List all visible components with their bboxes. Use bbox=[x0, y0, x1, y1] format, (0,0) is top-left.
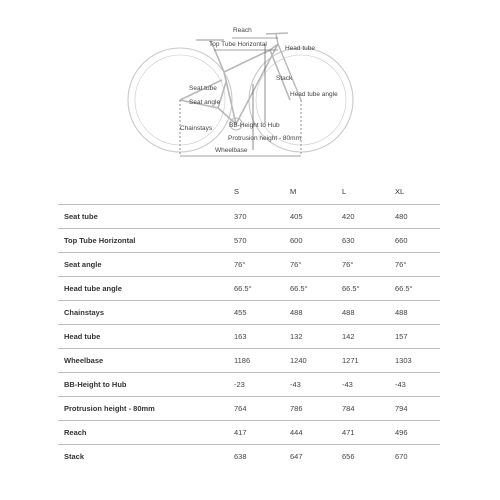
table-row bbox=[58, 372, 440, 397]
top-tube-horizontal-label: Top Tube Horizontal bbox=[209, 41, 267, 48]
chainstays-label: Chainstays bbox=[180, 125, 213, 132]
table-cell: 1271 bbox=[342, 356, 359, 365]
row-label: Head tube bbox=[64, 332, 101, 341]
table-cell: 488 bbox=[342, 308, 355, 317]
table-cell: 132 bbox=[290, 332, 303, 341]
size-header: L bbox=[342, 187, 347, 196]
table-cell: 444 bbox=[290, 428, 303, 437]
table-cell: -23 bbox=[234, 380, 245, 389]
table-cell: 66.5° bbox=[395, 284, 413, 293]
seat-tube-label: Seat tube bbox=[189, 85, 217, 92]
row-label: Top Tube Horizontal bbox=[64, 236, 136, 245]
table-cell: 455 bbox=[234, 308, 247, 317]
table-cell: 656 bbox=[342, 452, 355, 461]
table-cell: 420 bbox=[342, 212, 355, 221]
row-label: Head tube angle bbox=[64, 284, 122, 293]
table-cell: 76° bbox=[234, 260, 246, 269]
table-cell: 786 bbox=[290, 404, 303, 413]
head-tube-label: Head tube bbox=[285, 45, 315, 52]
row-label: BB-Height to Hub bbox=[64, 380, 127, 389]
table-cell: 163 bbox=[234, 332, 247, 341]
table-cell: -43 bbox=[290, 380, 301, 389]
table-cell: 638 bbox=[234, 452, 247, 461]
table-row bbox=[58, 276, 440, 301]
table-cell: 488 bbox=[290, 308, 303, 317]
table-cell: -43 bbox=[342, 380, 353, 389]
table-cell: 66.5° bbox=[234, 284, 252, 293]
table-row bbox=[58, 396, 440, 421]
size-header: S bbox=[234, 187, 240, 196]
table-cell: 570 bbox=[234, 236, 247, 245]
size-header: M bbox=[290, 187, 297, 196]
table-row bbox=[58, 324, 440, 349]
table-cell: 405 bbox=[290, 212, 303, 221]
table-cell: 142 bbox=[342, 332, 355, 341]
table-row bbox=[58, 420, 440, 445]
table-cell: 370 bbox=[234, 212, 247, 221]
table-cell: 76° bbox=[342, 260, 354, 269]
table-row bbox=[58, 444, 440, 469]
row-label: Protrusion height - 80mm bbox=[64, 404, 155, 413]
seat-angle-label: Seat angle bbox=[189, 99, 221, 106]
reach-label: Reach bbox=[233, 27, 252, 34]
size-header: XL bbox=[395, 187, 405, 196]
table-cell: 66.5° bbox=[290, 284, 308, 293]
table-cell: 660 bbox=[395, 236, 408, 245]
row-label: Seat angle bbox=[64, 260, 102, 269]
table-cell: 471 bbox=[342, 428, 355, 437]
table-row bbox=[58, 348, 440, 373]
table-cell: 1186 bbox=[234, 356, 251, 365]
table-cell: 1240 bbox=[290, 356, 307, 365]
row-label: Chainstays bbox=[64, 308, 105, 317]
row-label: Wheelbase bbox=[64, 356, 104, 365]
table-cell: 670 bbox=[395, 452, 408, 461]
wheelbase-label: Wheelbase bbox=[215, 147, 248, 154]
table-cell: 76° bbox=[395, 260, 407, 269]
table-cell: 417 bbox=[234, 428, 247, 437]
table-cell: 496 bbox=[395, 428, 408, 437]
stack-label: Stack bbox=[276, 75, 293, 82]
table-row bbox=[58, 228, 440, 253]
bb-height-to-hub-label: BB-Height to Hub bbox=[229, 122, 280, 129]
table-row bbox=[58, 300, 440, 325]
bike-geometry-diagram bbox=[0, 0, 500, 160]
table-cell: 76° bbox=[290, 260, 302, 269]
head-tube-angle-label: Head tube angle bbox=[290, 91, 338, 98]
row-label: Stack bbox=[64, 452, 85, 461]
table-cell: 600 bbox=[290, 236, 303, 245]
protrusion-height-label: Protrusion height - 80mm bbox=[228, 135, 301, 142]
row-label: Seat tube bbox=[64, 212, 98, 221]
table-cell: 764 bbox=[234, 404, 247, 413]
table-row bbox=[58, 204, 440, 229]
table-cell: 630 bbox=[342, 236, 355, 245]
table-cell: 66.5° bbox=[342, 284, 360, 293]
table-cell: 480 bbox=[395, 212, 408, 221]
table-cell: 794 bbox=[395, 404, 408, 413]
table-cell: 157 bbox=[395, 332, 408, 341]
table-cell: -43 bbox=[395, 380, 406, 389]
table-cell: 784 bbox=[342, 404, 355, 413]
table-cell: 488 bbox=[395, 308, 408, 317]
row-label: Reach bbox=[64, 428, 87, 437]
table-cell: 647 bbox=[290, 452, 303, 461]
table-cell: 1303 bbox=[395, 356, 412, 365]
table-row bbox=[58, 252, 440, 277]
